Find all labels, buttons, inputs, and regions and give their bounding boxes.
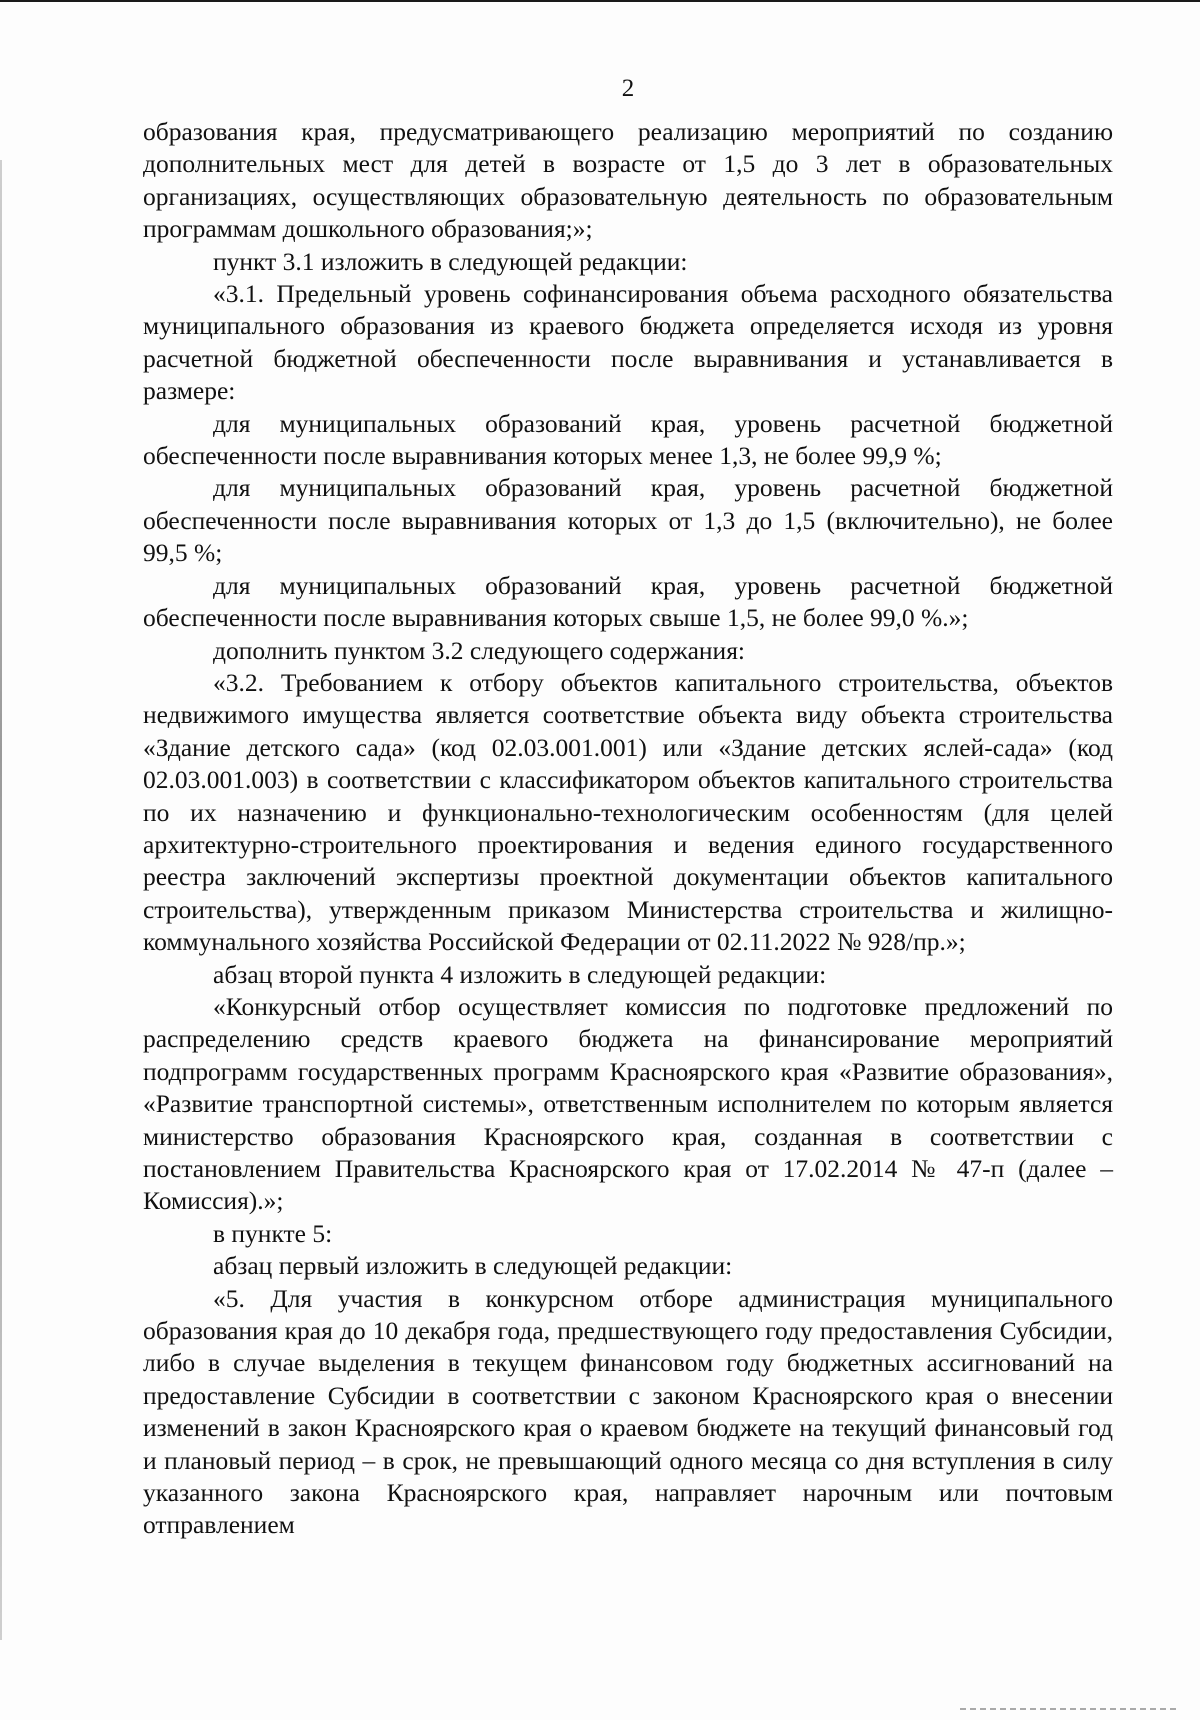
- paragraph-clause-5: «5. Для участия в конкурсном отборе администрация муниципального образования края до 10 декабря года, предшествующего году предоставления Субсидии, либо в случае выделения в текущем финансовом году бюджетных ассигнований на предоставление Субсидии в соответствии с законом Красноярского края о внесении изменений в закон Красноярского края о краевом бюджете на текущий финансовый год и плановый период – в срок, не превышающий одного месяца со дня вступления в силу указанного закона Красноярского края, направляет нарочным или почтовым отправлением: [143, 1283, 1113, 1540]
- paragraph-instruction: абзац первый изложить в следующей редакции:: [213, 1251, 733, 1281]
- paragraph-clause-3-1: «3.1. Предельный уровень софинансирования объема расходного обязательства муниципального образования из краевого бюджета определяется исходя из уровня расчетной бюджетной обеспеченности после выравнивания и устанавливается в размере:: [143, 279, 1113, 406]
- scan-left-edge: [0, 160, 2, 1640]
- scan-top-edge: [0, 0, 1200, 2]
- document-body: [143, 116, 1113, 1542]
- paragraph-instruction: дополнить пунктом 3.2 следующего содержания:: [213, 635, 746, 665]
- paragraph-level-1: для муниципальных образований края, уровень расчетной бюджетной обеспеченности после выравнивания которых менее 1,3, не более 99,9 %;: [143, 408, 1113, 471]
- scan-bottom-edge: [960, 1708, 1180, 1710]
- page-number: 2: [621, 75, 635, 102]
- paragraph-commission: «Конкурсный отбор осуществляет комиссия по подготовке предложений по распределению средств краевого бюджета на финансирование мероприятий подпрограмм государственных программ Красноярского края «Развитие образования», «Развитие транспортной системы», ответственным исполнителем по которым является министерство образования Красноярского края, созданная в соответствии с постановлением Правительства Красноярского края от 17.02.2014 № 47-п (далее – Комиссия).»;: [143, 991, 1113, 1216]
- paragraph-level-3: для муниципальных образований края, уровень расчетной бюджетной обеспеченности после выравнивания которых свыше 1,5, не более 99,0 %.»;: [143, 570, 1113, 633]
- paragraph-instruction: абзац второй пункта 4 изложить в следующей редакции:: [213, 959, 827, 989]
- paragraph-instruction: в пункте 5:: [213, 1218, 333, 1248]
- paragraph-clause-3-2: «3.2. Требованием к отбору объектов капитального строительства, объектов недвижимого имущества является соответствие объекта виду объекта строительства «Здание детского сада» (код 02.03.001.001) или «Здание детских яслей-сада» (код 02.03.001.003) в соответствии с классификатором объектов капитального строительства по их назначению и функционально-технологическим особенностям (для целей архитектурно-строительного проектирования и ведения единого государственного реестра заключений экспертизы проектной документации объектов капитального строительства), утвержденным приказом Министерства строительства и жилищно-коммунального хозяйства Российской Федерации от 02.11.2022 № 928/пр.»;: [143, 667, 1113, 957]
- paragraph-instruction: пункт 3.1 изложить в следующей редакции:: [213, 246, 688, 276]
- paragraph-level-2: для муниципальных образований края, уровень расчетной бюджетной обеспеченности после выравнивания которых от 1,3 до 1,5 (включительно), не более 99,5 %;: [143, 473, 1113, 568]
- paragraph-continuation: образования края, предусматривающего реализацию мероприятий по созданию дополнительных мест для детей в возрасте от 1,5 до 3 лет в образовательных организациях, осуществляющих образовательную деятельность по образовательным программам дошкольного образования;»;: [143, 117, 1113, 244]
